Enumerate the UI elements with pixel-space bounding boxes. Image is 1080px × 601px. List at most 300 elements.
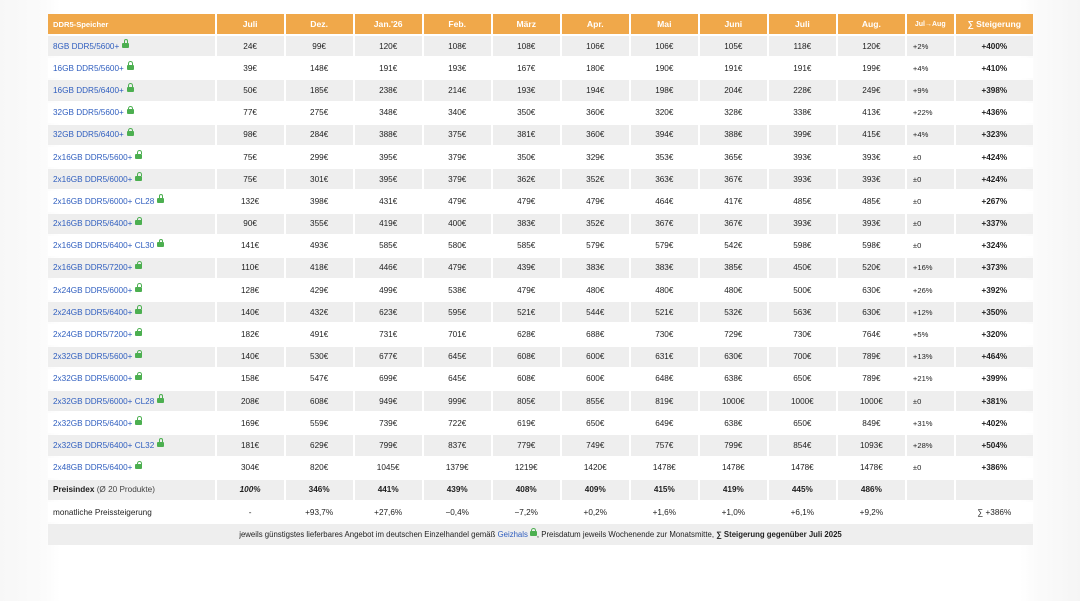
product-link[interactable]: [48, 58, 215, 78]
price-cell: 275€: [286, 103, 353, 123]
price-cell: 464€: [631, 191, 698, 211]
price-cell: 393€: [769, 169, 836, 189]
table-row: [48, 80, 1033, 100]
product-link[interactable]: [48, 80, 215, 100]
price-cell: 650€: [769, 413, 836, 433]
price-cell: 849€: [838, 413, 905, 433]
price-index-cell: 100%: [217, 480, 284, 500]
lock-icon: [135, 176, 142, 181]
change-cell: +26%: [907, 280, 954, 300]
price-cell: 559€: [286, 413, 353, 433]
price-cell: 479€: [493, 191, 560, 211]
table-body: [48, 36, 1033, 545]
price-cell: 631€: [631, 347, 698, 367]
header-month: Juli: [217, 14, 284, 34]
price-cell: 353€: [631, 147, 698, 167]
price-cell: 393€: [838, 169, 905, 189]
product-name[interactable]: 2x24GB DDR5/7200+: [53, 330, 133, 340]
price-cell: 182€: [217, 324, 284, 344]
price-cell: 194€: [562, 80, 629, 100]
price-cell: 167€: [493, 58, 560, 78]
header-month: Juni: [700, 14, 767, 34]
price-cell: 284€: [286, 125, 353, 145]
product-link[interactable]: [48, 125, 215, 145]
price-cell: 585€: [493, 236, 560, 256]
header-row: [48, 14, 1033, 34]
price-cell: 39€: [217, 58, 284, 78]
price-cell: 598€: [769, 236, 836, 256]
price-cell: 208€: [217, 391, 284, 411]
price-cell: 1478€: [769, 458, 836, 478]
price-cell: 1000€: [700, 391, 767, 411]
total-cell: +386%: [956, 458, 1033, 478]
price-cell: 485€: [838, 191, 905, 211]
product-name[interactable]: 16GB DDR5/5600+: [53, 63, 124, 73]
price-cell: 415€: [838, 125, 905, 145]
header-change: Jul→Aug: [907, 14, 954, 34]
empty-cell: [907, 480, 954, 500]
price-cell: 148€: [286, 58, 353, 78]
price-cell: 645€: [424, 347, 491, 367]
change-cell: ±0: [907, 147, 954, 167]
price-cell: 362€: [493, 169, 560, 189]
price-cell: 688€: [562, 324, 629, 344]
product-name[interactable]: 2x24GB DDR5/6000+: [53, 285, 133, 295]
price-cell: 105€: [700, 36, 767, 56]
lock-icon: [135, 264, 142, 269]
price-cell: 413€: [838, 103, 905, 123]
total-cell: +410%: [956, 58, 1033, 78]
product-name[interactable]: 2x32GB DDR5/6000+ CL28: [53, 396, 155, 406]
price-cell: 417€: [700, 191, 767, 211]
price-cell: 158€: [217, 369, 284, 389]
price-cell: 348€: [355, 103, 422, 123]
price-cell: 1045€: [355, 458, 422, 478]
lock-icon: [157, 442, 164, 447]
change-cell: +12%: [907, 302, 954, 322]
price-cell: 383€: [562, 258, 629, 278]
price-cell: 180€: [562, 58, 629, 78]
price-cell: 399€: [769, 125, 836, 145]
price-cell: 538€: [424, 280, 491, 300]
change-cell: +16%: [907, 258, 954, 278]
price-cell: 120€: [355, 36, 422, 56]
price-cell: 789€: [838, 369, 905, 389]
price-cell: 485€: [769, 191, 836, 211]
table-row: [48, 458, 1033, 478]
price-cell: 394€: [631, 125, 698, 145]
change-cell: ±0: [907, 169, 954, 189]
price-cell: 385€: [700, 258, 767, 278]
price-cell: 395€: [355, 147, 422, 167]
price-cell: 395€: [355, 169, 422, 189]
product-link[interactable]: [48, 280, 215, 300]
monthly-increase-row: [48, 502, 1033, 522]
price-index-cell: 419%: [700, 480, 767, 500]
price-cell: 214€: [424, 80, 491, 100]
product-link[interactable]: [48, 391, 215, 411]
price-cell: 805€: [493, 391, 560, 411]
header-month: Feb.: [424, 14, 491, 34]
price-cell: 521€: [493, 302, 560, 322]
empty-cell: [907, 502, 954, 522]
product-link[interactable]: [48, 36, 215, 56]
price-cell: 779€: [493, 435, 560, 455]
price-cell: 650€: [769, 369, 836, 389]
price-cell: 363€: [631, 169, 698, 189]
price-cell: 491€: [286, 324, 353, 344]
price-cell: 108€: [493, 36, 560, 56]
price-cell: 419€: [355, 214, 422, 234]
monthly-increase-cell: +93,7%: [286, 502, 353, 522]
product-link[interactable]: [48, 258, 215, 278]
change-cell: +4%: [907, 58, 954, 78]
header-month: Juli: [769, 14, 836, 34]
product-link[interactable]: [48, 214, 215, 234]
product-link[interactable]: [48, 347, 215, 367]
lock-icon: [127, 131, 134, 136]
product-name[interactable]: 2x16GB DDR5/7200+: [53, 263, 133, 273]
price-cell: 999€: [424, 391, 491, 411]
price-cell: 299€: [286, 147, 353, 167]
price-cell: 480€: [631, 280, 698, 300]
product-link[interactable]: [48, 147, 215, 167]
price-cell: 360€: [562, 103, 629, 123]
price-cell: 521€: [631, 302, 698, 322]
price-cell: 1478€: [631, 458, 698, 478]
product-link[interactable]: [48, 169, 215, 189]
product-name[interactable]: 2x32GB DDR5/5600+: [53, 352, 133, 362]
price-cell: 949€: [355, 391, 422, 411]
price-cell: 731€: [355, 324, 422, 344]
price-cell: 24€: [217, 36, 284, 56]
price-cell: 799€: [700, 435, 767, 455]
monthly-increase-cell: +27,6%: [355, 502, 422, 522]
price-cell: 439€: [493, 258, 560, 278]
price-cell: 393€: [838, 214, 905, 234]
lock-icon: [135, 220, 142, 225]
monthly-increase-cell: +9,2%: [838, 502, 905, 522]
price-cell: 855€: [562, 391, 629, 411]
header-month: Aug.: [838, 14, 905, 34]
total-cell: +400%: [956, 36, 1033, 56]
price-cell: 542€: [700, 236, 767, 256]
lock-icon: [157, 198, 164, 203]
price-cell: 360€: [562, 125, 629, 145]
monthly-total-cell: ∑ +386%: [956, 502, 1033, 522]
price-cell: 749€: [562, 435, 629, 455]
price-cell: 185€: [286, 80, 353, 100]
price-cell: 585€: [355, 236, 422, 256]
price-cell: 431€: [355, 191, 422, 211]
table-row: [48, 413, 1033, 433]
product-link[interactable]: [48, 324, 215, 344]
product-link[interactable]: [48, 236, 215, 256]
lock-icon: [135, 353, 142, 358]
price-cell: 1000€: [769, 391, 836, 411]
price-cell: 628€: [493, 324, 560, 344]
price-cell: 352€: [562, 214, 629, 234]
price-cell: 191€: [769, 58, 836, 78]
price-cell: 820€: [286, 458, 353, 478]
price-cell: 1420€: [562, 458, 629, 478]
product-name[interactable]: 2x32GB DDR5/6000+: [53, 374, 133, 384]
table-row: [48, 369, 1033, 389]
price-cell: 328€: [700, 103, 767, 123]
price-cell: 365€: [700, 147, 767, 167]
total-cell: +399%: [956, 369, 1033, 389]
lock-icon: [135, 287, 142, 292]
footer-note: [48, 524, 1033, 545]
price-cell: 249€: [838, 80, 905, 100]
header-month: Mai: [631, 14, 698, 34]
price-cell: 500€: [769, 280, 836, 300]
total-cell: +323%: [956, 125, 1033, 145]
price-cell: 381€: [493, 125, 560, 145]
price-index-row: [48, 480, 1033, 500]
product-name[interactable]: 2x16GB DDR5/5600+: [53, 152, 133, 162]
table-row: [48, 214, 1033, 234]
price-cell: 638€: [700, 413, 767, 433]
price-cell: 418€: [286, 258, 353, 278]
total-cell: +504%: [956, 435, 1033, 455]
change-cell: +22%: [907, 103, 954, 123]
price-cell: 193€: [493, 80, 560, 100]
price-cell: 432€: [286, 302, 353, 322]
price-cell: 789€: [838, 347, 905, 367]
price-cell: 579€: [562, 236, 629, 256]
empty-cell: [956, 480, 1033, 500]
price-cell: 128€: [217, 280, 284, 300]
price-cell: 398€: [286, 191, 353, 211]
price-cell: 169€: [217, 413, 284, 433]
lock-icon: [135, 331, 142, 336]
product-name[interactable]: 2x16GB DDR5/6400+: [53, 219, 133, 229]
change-cell: ±0: [907, 458, 954, 478]
price-cell: 530€: [286, 347, 353, 367]
price-index-label: Preisindex: [53, 485, 95, 495]
change-cell: ±0: [907, 214, 954, 234]
product-name[interactable]: 2x16GB DDR5/6400+ CL30: [53, 241, 155, 251]
total-cell: +320%: [956, 324, 1033, 344]
lock-icon: [135, 464, 142, 469]
header-product: DDR5-Speicher: [48, 14, 215, 34]
price-cell: 429€: [286, 280, 353, 300]
price-cell: 450€: [769, 258, 836, 278]
product-name[interactable]: 2x24GB DDR5/6400+: [53, 307, 133, 317]
lock-icon: [135, 309, 142, 314]
monthly-increase-cell: −0,4%: [424, 502, 491, 522]
product-name[interactable]: 32GB DDR5/6400+: [53, 130, 124, 140]
price-index-cell: 408%: [493, 480, 560, 500]
change-cell: +4%: [907, 125, 954, 145]
product-name[interactable]: 2x16GB DDR5/6000+: [53, 174, 133, 184]
price-cell: 532€: [700, 302, 767, 322]
price-cell: 379€: [424, 169, 491, 189]
price-cell: 352€: [562, 169, 629, 189]
change-cell: ±0: [907, 191, 954, 211]
product-name[interactable]: 2x48GB DDR5/6400+: [53, 463, 133, 473]
price-cell: 350€: [493, 103, 560, 123]
monthly-increase-cell: +0,2%: [562, 502, 629, 522]
footer-text-middle: , Preisdatum jeweils Wochenende zur Monatsmitte,: [536, 530, 715, 540]
footer-text-before: jeweils günstigstes lieferbares Angebot im deutschen Einzelhandel gemäß: [239, 530, 496, 540]
lock-icon: [127, 65, 134, 70]
header-total: ∑ Steigerung: [956, 14, 1033, 34]
geizhals-link[interactable]: Geizhals: [497, 530, 528, 540]
monthly-increase-cell: +1,6%: [631, 502, 698, 522]
change-cell: +9%: [907, 80, 954, 100]
price-cell: 638€: [700, 369, 767, 389]
price-cell: 520€: [838, 258, 905, 278]
price-cell: 480€: [700, 280, 767, 300]
price-index-cell: 486%: [838, 480, 905, 500]
table-row: [48, 147, 1033, 167]
price-cell: 90€: [217, 214, 284, 234]
price-cell: 393€: [769, 147, 836, 167]
price-cell: 649€: [631, 413, 698, 433]
price-cell: 1219€: [493, 458, 560, 478]
price-cell: 140€: [217, 347, 284, 367]
price-cell: 367€: [700, 214, 767, 234]
price-cell: 544€: [562, 302, 629, 322]
price-cell: 479€: [424, 258, 491, 278]
price-index-cell: 346%: [286, 480, 353, 500]
price-cell: 645€: [424, 369, 491, 389]
price-index-cell: 415%: [631, 480, 698, 500]
price-cell: 191€: [355, 58, 422, 78]
lock-icon: [135, 375, 142, 380]
price-cell: 355€: [286, 214, 353, 234]
table-row: [48, 36, 1033, 56]
price-cell: 630€: [700, 347, 767, 367]
price-cell: 608€: [493, 369, 560, 389]
product-name[interactable]: 32GB DDR5/5600+: [53, 108, 124, 118]
product-link[interactable]: [48, 103, 215, 123]
ddr5-price-table: [46, 12, 1035, 547]
price-cell: 193€: [424, 58, 491, 78]
price-cell: 120€: [838, 36, 905, 56]
product-name[interactable]: 8GB DDR5/5600+: [53, 41, 120, 51]
price-index-label-cell: [48, 480, 215, 500]
product-link[interactable]: [48, 413, 215, 433]
price-index-cell: 409%: [562, 480, 629, 500]
price-cell: 338€: [769, 103, 836, 123]
price-cell: 729€: [700, 324, 767, 344]
price-index-cell: 439%: [424, 480, 491, 500]
lock-icon: [122, 43, 129, 48]
total-cell: +402%: [956, 413, 1033, 433]
price-cell: 739€: [355, 413, 422, 433]
table-row: [48, 236, 1033, 256]
price-cell: 619€: [493, 413, 560, 433]
product-name[interactable]: 2x16GB DDR5/6000+ CL28: [53, 196, 155, 206]
lock-icon: [157, 398, 164, 403]
price-cell: 393€: [838, 147, 905, 167]
product-link[interactable]: [48, 435, 215, 455]
price-cell: 837€: [424, 435, 491, 455]
monthly-increase-cell: +1,0%: [700, 502, 767, 522]
price-cell: 400€: [424, 214, 491, 234]
total-cell: +392%: [956, 280, 1033, 300]
price-table-container: [46, 12, 1035, 547]
price-cell: 108€: [424, 36, 491, 56]
product-name[interactable]: 2x32GB DDR5/6400+: [53, 418, 133, 428]
price-cell: 110€: [217, 258, 284, 278]
price-cell: 329€: [562, 147, 629, 167]
product-link[interactable]: [48, 191, 215, 211]
price-cell: 106€: [631, 36, 698, 56]
product-link[interactable]: [48, 369, 215, 389]
price-cell: 320€: [631, 103, 698, 123]
price-cell: 598€: [838, 236, 905, 256]
price-index-cell: 445%: [769, 480, 836, 500]
lock-icon: [127, 87, 134, 92]
price-cell: 106€: [562, 36, 629, 56]
lock-icon: [135, 420, 142, 425]
table-row: [48, 280, 1033, 300]
product-name[interactable]: 2x32GB DDR5/6400+ CL32: [53, 440, 155, 450]
price-cell: 77€: [217, 103, 284, 123]
price-cell: 388€: [700, 125, 767, 145]
price-cell: 383€: [493, 214, 560, 234]
total-cell: +424%: [956, 169, 1033, 189]
price-cell: 648€: [631, 369, 698, 389]
product-link[interactable]: [48, 458, 215, 478]
price-cell: 1478€: [700, 458, 767, 478]
price-cell: 1093€: [838, 435, 905, 455]
price-cell: 375€: [424, 125, 491, 145]
price-cell: 446€: [355, 258, 422, 278]
change-cell: +28%: [907, 435, 954, 455]
price-cell: 340€: [424, 103, 491, 123]
product-name[interactable]: 16GB DDR5/6400+: [53, 85, 124, 95]
change-cell: +13%: [907, 347, 954, 367]
price-cell: 479€: [562, 191, 629, 211]
price-cell: 350€: [493, 147, 560, 167]
price-cell: 799€: [355, 435, 422, 455]
table-row: [48, 125, 1033, 145]
price-cell: 630€: [838, 302, 905, 322]
price-cell: 304€: [217, 458, 284, 478]
table-row: [48, 347, 1033, 367]
header-month: Apr.: [562, 14, 629, 34]
total-cell: +436%: [956, 103, 1033, 123]
price-cell: 141€: [217, 236, 284, 256]
monthly-increase-cell: +6,1%: [769, 502, 836, 522]
product-link[interactable]: [48, 302, 215, 322]
price-cell: 650€: [562, 413, 629, 433]
price-cell: 493€: [286, 236, 353, 256]
total-cell: +398%: [956, 80, 1033, 100]
price-cell: 700€: [769, 347, 836, 367]
lock-icon: [135, 154, 142, 159]
price-cell: 499€: [355, 280, 422, 300]
price-cell: 608€: [286, 391, 353, 411]
price-cell: 75€: [217, 147, 284, 167]
price-cell: 547€: [286, 369, 353, 389]
price-cell: 608€: [493, 347, 560, 367]
total-cell: +381%: [956, 391, 1033, 411]
price-cell: 600€: [562, 347, 629, 367]
price-cell: 579€: [631, 236, 698, 256]
total-cell: +350%: [956, 302, 1033, 322]
price-index-sublabel: (Ø 20 Produkte): [96, 485, 155, 495]
price-cell: 479€: [424, 191, 491, 211]
change-cell: +21%: [907, 369, 954, 389]
price-cell: 181€: [217, 435, 284, 455]
lock-icon: [157, 242, 164, 247]
